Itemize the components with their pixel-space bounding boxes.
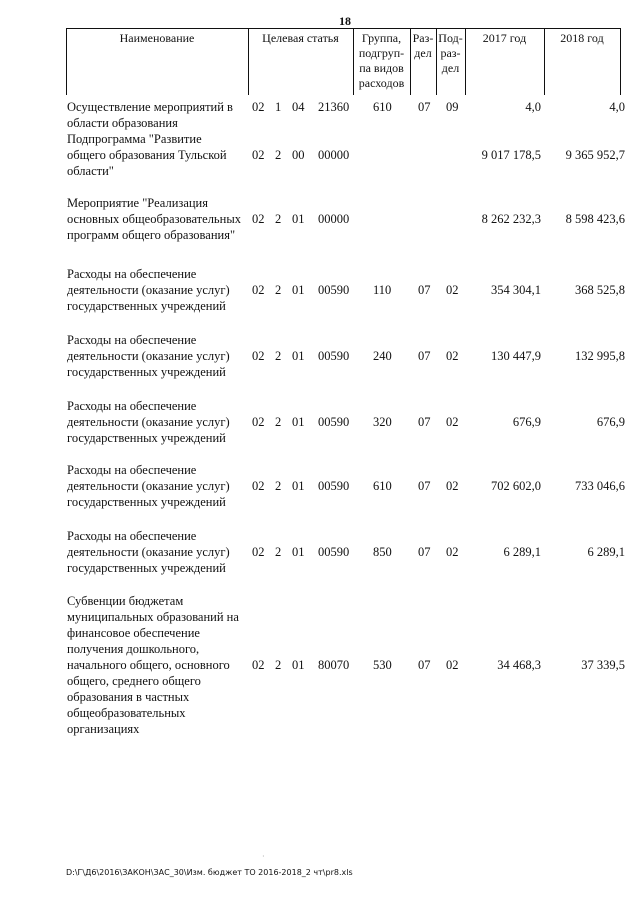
target-code-program: 02 — [252, 415, 265, 429]
row-name-line: деятельности (оказание услуг) — [67, 349, 230, 363]
section: 07 — [418, 479, 431, 493]
row-name-line: основных общеобразовательных — [67, 212, 241, 226]
subsection: 02 — [446, 283, 459, 297]
expense-group: 850 — [373, 545, 392, 559]
row-name-line: Расходы на обеспечение — [67, 529, 197, 543]
target-code-direction: 00590 — [318, 545, 350, 559]
row-name — [67, 131, 257, 179]
header-razdel — [410, 28, 436, 94]
row-name-line: государственных учреждений — [67, 365, 226, 379]
row-name-line: деятельности (оказание услуг) — [67, 545, 230, 559]
section: 07 — [418, 349, 431, 363]
target-code-subprogram: 2 — [275, 148, 282, 162]
row-name-line: общеобразовательных — [67, 706, 186, 720]
target-code-event: 01 — [292, 658, 305, 672]
amount-2018: 8 598 423,6 — [565, 212, 625, 226]
header-razdel-line: дел — [414, 46, 432, 60]
header-group-line: расходов — [358, 76, 405, 90]
target-code-program: 02 — [252, 545, 265, 559]
header-name: Наименование — [119, 31, 195, 45]
row-name-line: программ общего образования" — [67, 228, 236, 242]
target-code-subprogram: 2 — [275, 283, 282, 297]
amount-2018: 132 995,8 — [575, 349, 625, 363]
amount-2017: 130 447,9 — [491, 349, 541, 363]
target-code-event: 01 — [292, 212, 305, 226]
section: 07 — [418, 545, 431, 559]
target-code-program: 02 — [252, 658, 265, 672]
subsection: 02 — [446, 479, 459, 493]
amount-2017: 34 468,3 — [497, 658, 541, 672]
header-group-line: Группа, — [361, 31, 402, 45]
expense-group: 530 — [373, 658, 392, 672]
header-podrazdel-line: Под- — [438, 31, 463, 45]
expense-group: 610 — [373, 100, 392, 114]
amount-2018: 368 525,8 — [575, 283, 625, 297]
target-code-subprogram: 2 — [275, 415, 282, 429]
row-name-line: муниципальных образований на — [67, 610, 239, 624]
row-name-line: получения дошкольного, — [67, 642, 200, 656]
file-path-footer: D:\Г\Д6\2016\ЗАКОН\ЗАС_30\Изм. бюджет ТО 2016-2018_2 чт\pr8.xls — [66, 868, 353, 877]
amount-2018: 733 046,6 — [575, 479, 625, 493]
row-name-line: Мероприятие "Реализация — [67, 196, 208, 210]
row-name-line: деятельности (оказание услуг) — [67, 479, 230, 493]
row-name-line: Подпрограмма "Развитие — [67, 132, 202, 146]
row-name-line: начального общего, основного — [67, 658, 230, 672]
header-podrazdel-line: раз- — [440, 46, 461, 60]
target-code-event: 04 — [292, 100, 305, 114]
target-code-program: 02 — [252, 283, 265, 297]
header-podrazdel — [436, 28, 465, 94]
row-name-line: государственных учреждений — [67, 299, 226, 313]
row-name-line: Расходы на обеспечение — [67, 463, 197, 477]
row-name-line: государственных учреждений — [67, 431, 226, 445]
target-code-program: 02 — [252, 100, 265, 114]
row-name — [67, 99, 257, 131]
row-name — [67, 593, 257, 737]
page-number: 18 — [339, 14, 351, 28]
expense-group: 610 — [373, 479, 392, 493]
row-name — [67, 398, 257, 446]
header-2018: 2018 год — [560, 31, 604, 45]
scan-dot: · — [262, 852, 265, 861]
header-2017: 2017 год — [482, 31, 527, 45]
row-name-line: деятельности (оказание услуг) — [67, 283, 230, 297]
subsection: 02 — [446, 415, 459, 429]
amount-2018: 6 289,1 — [587, 545, 625, 559]
subsection: 02 — [446, 349, 459, 363]
target-code-direction: 80070 — [318, 658, 350, 672]
expense-group: 110 — [373, 283, 392, 297]
row-name — [67, 195, 257, 243]
expense-group: 240 — [373, 349, 392, 363]
target-code-direction: 00590 — [318, 415, 350, 429]
target-code-direction: 21360 — [318, 100, 350, 114]
target-code-program: 02 — [252, 148, 265, 162]
section: 07 — [418, 415, 431, 429]
row-name-line: Субвенции бюджетам — [67, 594, 184, 608]
target-code-direction: 00590 — [318, 349, 350, 363]
header-group-line: па видов — [359, 61, 404, 75]
row-name-line: деятельности (оказание услуг) — [67, 415, 230, 429]
amount-2018: 9 365 952,7 — [565, 148, 625, 162]
target-code-direction: 00590 — [318, 479, 350, 493]
target-code-subprogram: 2 — [275, 349, 282, 363]
target-code-program: 02 — [252, 212, 265, 226]
amount-2018: 676,9 — [596, 415, 625, 429]
target-code-program: 02 — [252, 479, 265, 493]
target-code-event: 01 — [292, 283, 305, 297]
amount-2017: 9 017 178,5 — [481, 148, 541, 162]
target-code-event: 01 — [292, 545, 305, 559]
row-name-line: области образования — [67, 116, 178, 130]
amount-2017: 702 602,0 — [491, 479, 541, 493]
target-code-subprogram: 2 — [275, 658, 282, 672]
target-code-subprogram: 1 — [275, 100, 282, 114]
target-code-event: 00 — [292, 148, 305, 162]
target-code-direction: 00590 — [318, 283, 350, 297]
row-name-line: организациях — [67, 722, 140, 736]
amount-2017: 354 304,1 — [491, 283, 541, 297]
row-name-line: государственных учреждений — [67, 495, 226, 509]
row-name — [67, 266, 257, 314]
amount-2017: 8 262 232,3 — [481, 212, 541, 226]
header-razdel-line: Раз- — [412, 31, 434, 45]
target-code-subprogram: 2 — [275, 212, 282, 226]
row-name-line: общего образования Тульской — [67, 148, 227, 162]
row-name-line: общего, среднего общего — [67, 674, 201, 688]
row-name-line: государственных учреждений — [67, 561, 226, 575]
row-name-line: Расходы на обеспечение — [67, 333, 197, 347]
amount-2017: 6 289,1 — [503, 545, 541, 559]
amount-2018: 37 339,5 — [581, 658, 625, 672]
target-code-event: 01 — [292, 479, 305, 493]
header-border-right — [620, 28, 621, 95]
section: 07 — [418, 100, 431, 114]
target-code-event: 01 — [292, 349, 305, 363]
target-code-direction: 00000 — [318, 148, 350, 162]
header-podrazdel-line: дел — [441, 61, 460, 75]
header-group-line: подгруп- — [358, 46, 405, 60]
row-name-line: Расходы на обеспечение — [67, 399, 197, 413]
subsection: 02 — [446, 545, 459, 559]
expense-group: 320 — [373, 415, 392, 429]
row-name-line: области" — [67, 164, 114, 178]
amount-2017: 676,9 — [512, 415, 541, 429]
row-name-line: образования в частных — [67, 690, 190, 704]
row-name-line: Осуществление мероприятий в — [67, 100, 233, 114]
subsection: 09 — [446, 100, 459, 114]
row-name — [67, 528, 257, 576]
amount-2017: 4,0 — [525, 100, 541, 114]
row-name-line: Расходы на обеспечение — [67, 267, 197, 281]
section: 07 — [418, 283, 431, 297]
amount-2018: 4,0 — [609, 100, 625, 114]
target-code-program: 02 — [252, 349, 265, 363]
subsection: 02 — [446, 658, 459, 672]
header-group — [353, 28, 410, 94]
section: 07 — [418, 658, 431, 672]
target-code-direction: 00000 — [318, 212, 350, 226]
target-code-subprogram: 2 — [275, 479, 282, 493]
row-name — [67, 332, 257, 380]
target-code-event: 01 — [292, 415, 305, 429]
target-code-subprogram: 2 — [275, 545, 282, 559]
row-name-line: финансовое обеспечение — [67, 626, 200, 640]
header-target: Целевая статья — [262, 31, 339, 45]
row-name — [67, 462, 257, 510]
